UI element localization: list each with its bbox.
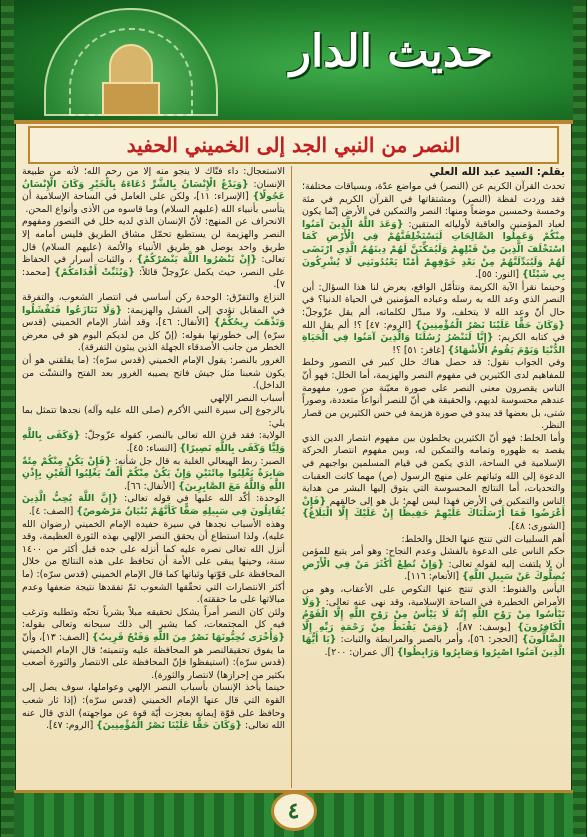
quran-verse: {وَكَانَ حَقًّا عَلَيْنَا نَصْرُ الْمُؤْمِنِينَ} [96,720,242,732]
author-line: بقلم: السيد عبد الله العلي [429,166,565,178]
paragraph [302,282,565,358]
paragraph [302,181,565,282]
verse-reference: [غافر: ٥١] ؟! [392,344,445,356]
verse-reference: [النساء: ٤٥]. [126,443,177,455]
quran-verse: {وَيُثَبِّتْ أَقْدَامَكُمْ} [54,266,135,278]
verse-reference: [الشورى: ٤٨]. [508,521,565,533]
shrine-base-icon [102,82,160,116]
left-column [22,166,292,788]
quran-verse: {وَإِنْ تُطِعْ أَكْثَرَ مَنْ فِي الْأَرْضِ يُضِلُّوكَ عَنْ سَبِيلِ اللَّهِ} [302,558,565,583]
paragraph [302,433,565,534]
paragraph [22,493,285,518]
verse-reference: [الروم: ٤٧] ؟! ألم يقل الله في كتابه الكريم: [302,319,565,344]
quran-verse: {يَا أَيُّهَا الَّذِينَ آمَنُوا اصْبِرُوا وَصَابِرُوا وَرَابِطُوا} [302,634,565,658]
article-title: النصر من النبي الجد إلى الخميني الحفيد [126,133,461,157]
article-columns [22,166,565,788]
text: وأما الخلط: فهو أنّ الكثيرين يخلطون بين مفهوم انتصار الدين الذي يقصد به ظهوره وتمامه والتمكين له، وبين مفهوم انتصار الحركة الإسلامية في الساحة، الذي يكمن في قيام المسلمين بواجبهم في الدعوة إلى الله وثباتهم على منهج الرسول (ص) مهما كانت العقبات والتحديات، أما النتائج المحسوسة التي يتوق إليها البشر من هداية الناس والتمكين في الأرض فهذا ليس لهم؛ بل هو إلى خالقهم [302,432,565,507]
quran-verse: {إِنَّ اللَّهَ يُحِبُّ الَّذِينَ يُقَاتِلُونَ فِي سَبِيلِهِ صَفًّا كَأَنَّهُمْ بُنْيَانٌ مَرْصُوصٌ} [22,493,285,518]
paragraph [22,430,285,455]
paragraph [22,456,285,494]
paragraph [302,584,565,660]
quran-verse: {وَلَا تَنَازَعُوا فَتَفْشَلُوا وَتَذْهَبَ رِيحُكُمْ} [22,304,285,329]
text: الولاية: فقد قرن الله تعالى بالنصر، كقوله عزّوجلّ: [84,430,286,442]
quran-verse: {إِنْ تَنْصُرُوا اللَّهَ يَنْصُرْكُمْ} [136,254,257,266]
paragraph: وفي الجواب نقول: قد حصل هناك خلل كبير في التصور وخلط للمفاهيم لدى الكثيرين في مفهوم النصر والهزيمة، أما الخلل: فهو أنّ الناس يقصرون معنى النصر على صورة معيّنة من صور، مفهومة عندهم محسوسة لديهم، والحقيقة هي أنّ للنصر أنواعاً متعددة، وصوراً شتى، بل بعضها قد يبدو في صورة هزيمة في حس الكثيرين من قصار النظر. [302,357,565,432]
verse-reference: [الأنعام: ١١٦]. [404,571,460,583]
text: حينما يأخذ الإنسان بأسباب النصر الإلهي وعواملها، سوف يصل إلى القوة التي قال عنها الإمام الخميني (قدس سرّه): (إذا ثار شعب وحافظ على قوّة إيمانه بعجزت أيّة قوة عن مواجهته) الذي قال عنه الله تعالى: [22,682,285,732]
quran-verse: {إِنَّا لَنَنْصُرُ رُسُلَنَا وَالَّذِينَ آمَنُوا فِي الْحَيَاةِ الدُّنْيَا وَيَوْمَ يَقُومُ الْأَشْهَادُ} [302,332,565,356]
paragraph: الغرور بالنصر: يقول الإمام الخميني (قدس سرّه): (ما يقلقني هو أن يكون شعبنا مثل جيش فاتح يصيبه الغرور بعد الفتح والتشتّت من الداخل). [22,354,285,392]
quran-verse: {وَلَا تَيْأَسُوا مِنْ رَوْحِ اللَّهِ إِنَّهُ لَا يَيْأَسُ مِنْ رَوْحِ اللَّهِ إِلَّا الْقَوْمُ الْكَافِرُونَ} [302,596,565,633]
paragraph: بالرجوع إلى سيرة النبي الأكرم (صلى الله عليه وآله) نجدها تتمثل بما يلي: [22,405,285,429]
right-column [302,166,565,788]
paragraph [22,607,285,683]
verse-reference: [الأنفال: ٤٦]، وقد أشار الإمام الخميني (قدس سرّه) إلى خطورتها بقوله: (إنّ كل من لديكم اليوم هو في معرض الخطر من جانب الأصدقاء الجهلة الذين يبثون التفرقة). [22,317,285,354]
text: اليأس والقنوط: الذي تنتج عنها النكوص على الأعقاب، وهو من الأمراض الخطيرة في الساحة الإسلامية، وقد نهى عنه تعالى: [302,584,565,608]
verse-reference: [الإسراء: ١١]، ولكن على العامل في الساحة الإسلامية أن يتأسى بأنبياء الله (عليهم السلام) وما قاسوه من الأذى وأنواع المحن. [22,191,285,215]
paragraph [22,216,285,292]
text: حكم الناس على الدعوة بالفشل وعدم النجاح: وهو أمر يتبع للمؤمن أن لا يلتفت إليه لقوله تعالى: [302,546,565,570]
paragraph: وهذه الأسباب نجدها في سيرة حفيده الإمام الخميني (رضوان الله عليه)، ولذا استطاع أن يحقق النصر الإلهي بهذه الثورة العظيمة، وقد أنزل الله تعالى نصره عليه كما أنزله على جده قبل أكثر من ١٤٠٠ سنة، وحينها يبقى على الأمة أن تحافظ على هذه النتائج من خلال المحافظة على قوّتها وثباتها كما قال الإمام الخميني (قدس سرّه): (ما أكثر الانتصارات التي تحقّقها الشعوب ثمّ تفقدها نتيجة ضعفها وعدم مبالاتها على ما حققته). [22,518,285,606]
quran-verse: {وَيَدْعُ الْإِنْسَانُ بِالشَّرِّ دُعَاءَهُ بِالْخَيْرِ وَكَانَ الْإِنْسَانُ عَجُولًا} [22,178,285,203]
text: الصبر: ربط الهيعالي الغلبة به قال جل شأنه: [114,455,286,467]
quran-verse: {وَأُخْرَى تُحِبُّونَهَا نَصْرٌ مِنَ اللَّهِ وَفَتْحٌ قَرِيبٌ} [91,631,285,643]
text: تحدث القرآن الكريم عن (النصر) في مواضع عدّة، وبسياقات مختلفة؛ فقد وردت لفظة (النصر) ومشتقاتها في القرآن الكريم في مئة وخمسة وخمسين موضعاً ومنها: النصر والتمكين في الأرض إنّما يكون لعباد المؤمنين والعاقبة لأوليائه المتقين: [302,181,565,230]
text: الاستعجال: داء فتّاك لا ينجو منه إلا من رحم الله؛ لأنه من طبيعة الإنسان: [22,166,285,190]
left-ornament-strip [0,0,16,837]
verse-reference: [آل عمران: ٢٠٠]. [324,646,394,658]
subheading: أسباب النصر الإلهي [210,392,285,404]
verse-reference: [الأنفال: ٦٦]. [124,480,176,492]
text: الانحراف عن المنهج: لأنّ الإنسان الذي لديه خلل في التصور ومفهوم النصر والهزيمة لن يستطيع تحمّل مشاق الطريق فليس أمامه إلا طريق واحد يوصل هو طريق الأنبياء والأئمة (عليهم السلام) قال تعالى: [22,216,285,266]
paragraph [302,546,565,584]
verse-reference: [الصف: ٤]. [28,506,74,518]
verse-reference: [يوسف: ٨٧]، [455,621,511,633]
verse-reference: [الروم: ٤٧]. [46,720,94,732]
text: وحينما نقرأ الآية الكريمة ونتأمّل الواقع، يعرض لنا هذا السؤال: أين النصر الذي وعد الله به رسله وعباده المؤمنين في الحياة الدنيا؟ في حال أنّ وعد الله لا يتخلف، ولا مبدّل لكلماته، ألم يقل عزّوجلّ: [302,281,565,318]
text: ولئن كان النصر أمراً يشكل تحقيقه مبلاً بشرياً تحبّه وتطلبه وترغب فيه كل المجتمعات، كما يشير إلى ذلك سبحانه وتعالى بقوله: [22,606,285,631]
quran-verse: {وَكَفَى بِاللَّهِ وَلِيًّا وَكَفَى بِاللَّهِ نَصِيرًا} [22,430,285,455]
quran-verse: {وَمَنْ يَقْنَطُ مِنْ رَحْمَةِ رَبِّهِ إِلَّا الضَّالُّونَ} [302,621,565,646]
paragraph: أهم السلبيات التي تنتج عنها الخلل والخلط: [401,533,565,545]
page-number: ٤ [271,791,317,831]
quran-verse: {فَإِنْ أَعْرَضُوا فَمَا أَرْسَلْنَاكَ عَلَيْهِمْ حَفِيظًا إِنْ عَلَيْكَ إِلَّا الْبَلَاغُ} [302,495,565,520]
right-ornament-strip [571,0,587,837]
verse-reference: [الحجر: ٥٦]، وأمر بالصبر والمرابطة والثبات: [340,634,518,646]
text: الوحدة: أكّد الله عليها في قوله تعالى: [124,493,285,505]
article-title-box [28,126,559,164]
quran-verse: {فَإِنْ يَكُنْ مِنْكُمْ مِئَةٌ صَابِرَةٌ يَغْلِبُوا مِائَتَيْنِ وَإِنْ يَكُنْ مِنْكُمْ أَلْفٌ يَغْلِبُوا أَلْفَيْنِ بِإِذْنِ اللَّهِ وَاللَّهُ مَعَ الصَّابِرِينَ} [22,455,285,492]
quran-verse: {وَعَدَ اللَّهُ الَّذِينَ آمَنُوا مِنْكُمْ وَعَمِلُوا الصَّالِحَاتِ لَيَسْتَخْلِفَنَّهُمْ فِي الْأَرْضِ كَمَا اسْتَخْلَفَ الَّذِينَ مِنْ قَبْلِهِمْ وَلَيُمَكِّنَنَّ لَهُمْ دِينَهُمُ الَّذِي ارْتَضَى لَهُمْ وَلَيُبَدِّلَنَّهُمْ مِنْ بَعْدِ خَوْفِهِمْ أَمْنًا يَعْبُدُونَنِي لَا يُشْرِكُونَ بِي شَيْئًا} [302,218,565,281]
quran-verse: {وَكَانَ حَقًّا عَلَيْنَا نَصْرُ الْمُؤْمِنِينَ} [415,319,565,331]
section-title: حديث الدار [289,26,493,77]
text: ، والثبات أسرار في الحفاظ على النصر، حيث يكمل عزّوجلّ قائلاً: [22,254,285,278]
verse-reference: [الصف: ١٣]، وأنّ ما يفوق تحقيقالنصر هو المحافظة عليه وتنميته؛ قال الإمام الخميني (قدس سرّه): (استيفظوا فإنّ المحافظة على الانتصار والثورة أصعب بكثير من إحرازها) لانتصار والثورة). [22,631,285,681]
paragraph [22,166,285,216]
paragraph [22,682,285,732]
verse-reference: [النور: ٥٥]. [475,269,520,281]
header-banner [14,0,573,124]
text: النزاع والتفرّق: الوحدة ركن أساسي في انتصار الشعوب، والتفرقة في المقابل تؤدي إلى الفشل والهزيمة: [22,291,285,316]
paragraph [22,292,285,355]
verse-reference: [محمد: ٧]. [22,266,285,291]
